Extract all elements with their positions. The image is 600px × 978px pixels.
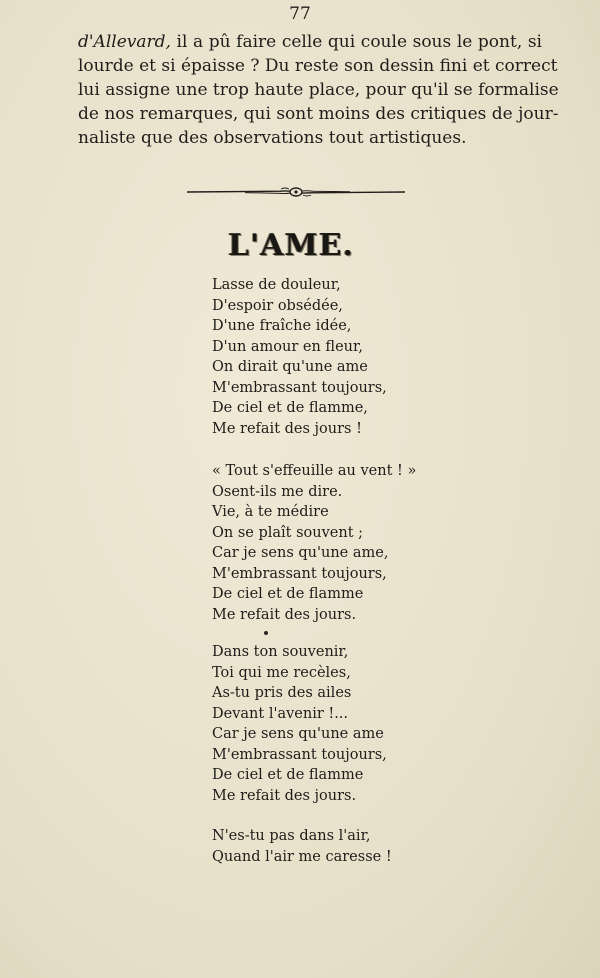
ornamental-divider	[185, 184, 407, 200]
stanza-2	[212, 461, 416, 625]
verse-line: On se plaît souvent ;	[212, 524, 364, 541]
verse-line: Me refait des jours !	[212, 420, 362, 437]
prose-line: lourde et si épaisse ? Du reste son dessin fini et correct	[78, 56, 558, 76]
verse-line: Me refait des jours.	[212, 787, 357, 804]
prose-italic-place: d'Allevard,	[78, 32, 171, 52]
verse-line: D'un amour en fleur,	[212, 338, 363, 355]
verse-line: « Tout s'effeuille au vent ! »	[212, 463, 417, 479]
verse-line: Car je sens qu'une ame,	[212, 545, 389, 561]
verse-line: M'embrassant toujours,	[212, 565, 387, 582]
verse-line: Toi qui me recèles,	[212, 664, 351, 681]
stanza-1	[212, 275, 387, 439]
prose-line: de nos remarques, qui sont moins des critiques de jour-	[78, 104, 559, 124]
prose-line: naliste que des observations tout artistiques.	[78, 128, 467, 148]
stanza-3	[212, 642, 387, 806]
page-number: 77	[289, 4, 311, 24]
verse-line: M'embrassant toujours,	[212, 379, 387, 396]
verse-line: Quand l'air me caresse !	[212, 848, 392, 865]
stanza-4	[212, 826, 392, 867]
verse-line: N'es-tu pas dans l'air,	[212, 828, 371, 844]
verse-line: As-tu pris des ailes	[212, 685, 352, 701]
verse-line: Lasse de douleur,	[212, 277, 341, 293]
prose-line	[78, 30, 542, 54]
prose-line-text: il a pû faire celle qui coule sous le pont, si	[170, 32, 542, 52]
stanza-separator-dot	[264, 631, 268, 635]
verse-line: Me refait des jours.	[212, 606, 357, 623]
verse-line: Car je sens qu'une ame	[212, 726, 384, 742]
verse-line: M'embrassant toujours,	[212, 746, 387, 763]
verse-line: Osent-ils me dire.	[212, 483, 343, 500]
verse-line: Vie, à te médire	[212, 504, 329, 520]
verse-line: Devant l'avenir !...	[212, 705, 349, 722]
poem-title: L'AME.	[228, 228, 355, 263]
verse-line: Dans ton souvenir,	[212, 644, 349, 660]
verse-line: De ciel et de flamme,	[212, 400, 368, 416]
prose-paragraph	[78, 30, 559, 150]
verse-line: D'espoir obsédée,	[212, 297, 343, 314]
verse-line: D'une fraîche idée,	[212, 318, 352, 334]
verse-line: De ciel et de flamme	[212, 586, 364, 602]
verse-line: De ciel et de flamme	[212, 767, 364, 783]
prose-line: lui assigne une trop haute place, pour qu'il se formalise	[78, 80, 559, 100]
verse-line: On dirait qu'une ame	[212, 359, 368, 375]
